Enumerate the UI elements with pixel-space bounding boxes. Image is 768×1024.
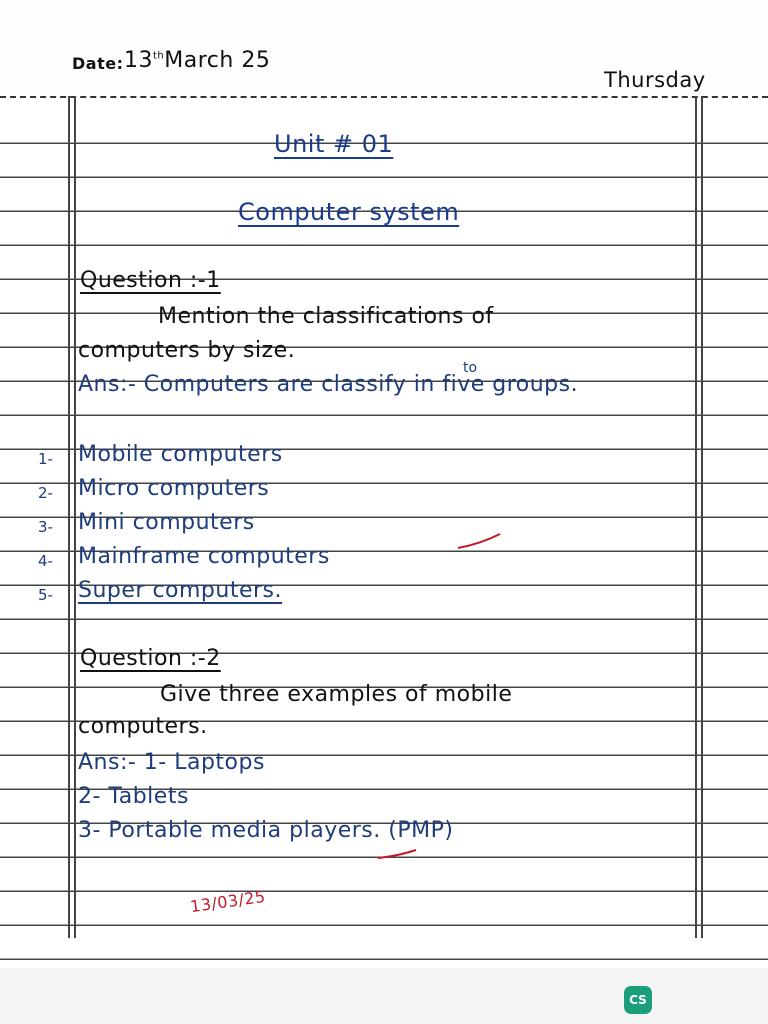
list-item: Mobile computers xyxy=(78,442,283,467)
list-number: 1- xyxy=(38,450,53,468)
list-number: 3- xyxy=(38,518,53,536)
date-suffix: th xyxy=(153,50,165,62)
question1-text-line1: Mention the classifications of xyxy=(158,304,494,329)
question2-text-line1: Give three examples of mobile xyxy=(160,682,513,707)
camscanner-logo-icon: CS xyxy=(624,986,652,1014)
question2-heading: Question :-2 xyxy=(80,646,221,671)
correction-note: to xyxy=(463,360,478,376)
date-month-year: March 25 xyxy=(164,48,271,73)
list-number: 4- xyxy=(38,552,53,570)
question1-heading: Question :-1 xyxy=(80,268,221,293)
list-number: 2- xyxy=(38,484,53,502)
subject-title: Computer system xyxy=(238,198,460,226)
question2-answer-1: Ans:- 1- Laptops xyxy=(78,750,265,775)
list-number: 5- xyxy=(38,586,53,604)
list-item: Mini computers xyxy=(78,510,255,535)
list-item: Mainframe computers xyxy=(78,544,330,569)
date-label: Date: xyxy=(72,54,124,73)
unit-title: Unit # 01 xyxy=(274,130,394,158)
list-item: Super computers. xyxy=(78,578,283,603)
date-day: 13 xyxy=(124,48,153,73)
question1-answer: Ans:- Computers are classify in five groups. xyxy=(78,372,579,397)
question2-answer-3: 3- Portable media players. (PMP) xyxy=(78,818,454,843)
day-of-week: Thursday xyxy=(604,68,706,92)
scan-footer xyxy=(0,968,768,1024)
list-item: Micro computers xyxy=(78,476,270,501)
question2-text-line2: computers. xyxy=(78,714,208,739)
question1-text-line2: computers by size. xyxy=(78,338,296,363)
question2-answer-2: 2- Tablets xyxy=(78,784,189,809)
teacher-date: 13/03/25 xyxy=(189,886,267,917)
tick-mark xyxy=(458,534,500,548)
tick-mark xyxy=(378,850,416,858)
